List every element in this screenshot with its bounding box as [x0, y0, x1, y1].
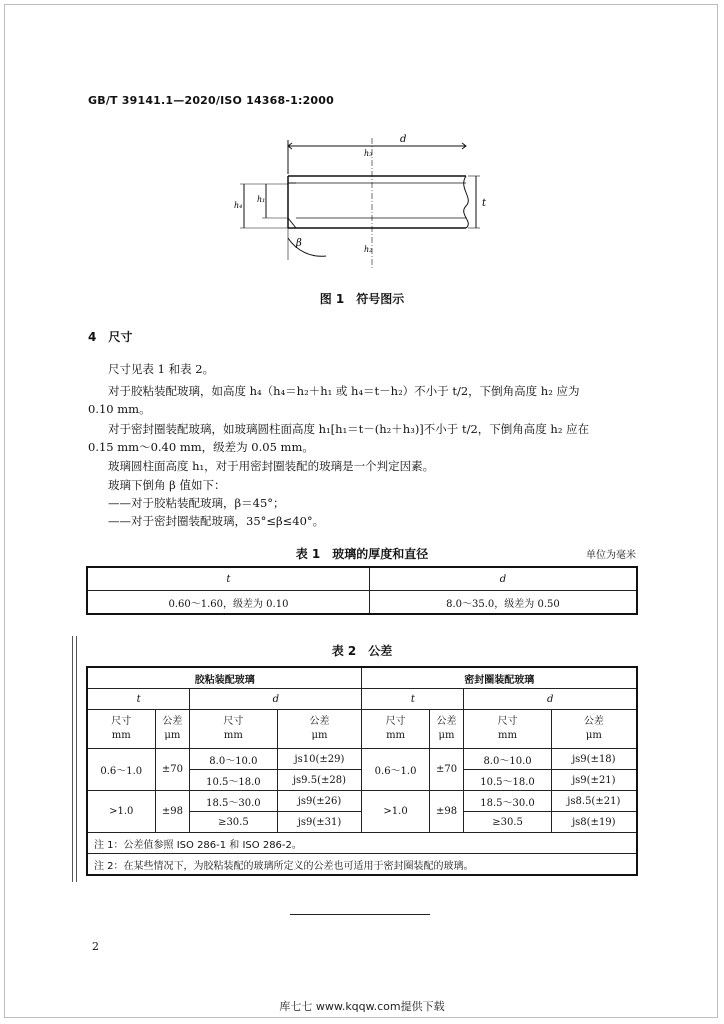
label-t: t — [482, 198, 487, 209]
revision-bar — [72, 636, 77, 882]
table-cell: 0.6～1.0 — [362, 749, 429, 791]
sub-header: t — [87, 689, 190, 710]
table-cell: js8(±19) — [551, 812, 637, 833]
unit-header: 公差 μm — [155, 710, 190, 749]
table2-title: 表 2 公差 — [331, 644, 393, 658]
table-cell: js9(±21) — [551, 770, 637, 791]
sub-header: d — [190, 689, 362, 710]
sub-header: t — [362, 689, 464, 710]
table-cell: ±70 — [155, 749, 190, 791]
table-cell: js10(±29) — [277, 749, 362, 770]
unit-header: 尺寸 mm — [87, 710, 155, 749]
unit-header: 公差 μm — [429, 710, 464, 749]
table-cell: ±70 — [429, 749, 464, 791]
download-footer[interactable]: 库七七 www.kqqw.com提供下载 — [279, 1000, 445, 1013]
label-h3: h₃ — [364, 149, 373, 158]
table-cell: >1.0 — [362, 791, 429, 833]
table-cell: js9.5(±28) — [277, 770, 362, 791]
table2 — [86, 666, 638, 876]
table-cell: js9(±26) — [277, 791, 362, 812]
figure-caption: 图 1 符号图示 — [319, 292, 405, 306]
table-row — [87, 567, 637, 591]
table-header: t — [87, 567, 369, 591]
group-header: 密封圈装配玻璃 — [362, 667, 637, 689]
paragraph: 对于胶粘装配玻璃，如高度 h₄（h₄＝h₂＋h₁ 或 h₄＝t－h₂）不小于 t/2，下倒角高度 h₂ 应为 — [108, 384, 580, 398]
paragraph: 玻璃下倒角 β 值如下： — [108, 478, 226, 492]
paragraph: 0.10 mm。 — [88, 402, 151, 416]
unit-header: 尺寸 mm — [362, 710, 429, 749]
table-cell: 18.5～30.0 — [464, 791, 551, 812]
table-cell: ≥30.5 — [464, 812, 551, 833]
label-beta: β — [296, 238, 302, 249]
paragraph: 玻璃圆柱面高度 h₁，对于用密封圈装配的玻璃是一个判定因素。 — [108, 459, 435, 473]
table-row — [87, 833, 637, 854]
table-note: 注 1：公差值参照 ISO 286-1 和 ISO 286-2。 — [87, 833, 637, 854]
table-cell: ±98 — [155, 791, 190, 833]
label-h1: h₁ — [257, 195, 266, 204]
table-cell: 10.5～18.0 — [190, 770, 277, 791]
table-row — [87, 689, 637, 710]
table-cell: js9(±18) — [551, 749, 637, 770]
table-cell: ±98 — [429, 791, 464, 833]
table-cell: 8.0～35.0，级差为 0.50 — [369, 591, 637, 615]
table-cell: ≥30.5 — [190, 812, 277, 833]
paragraph: 尺寸见表 1 和表 2。 — [108, 362, 215, 376]
table-row — [87, 667, 637, 689]
table1-unit: 单位为毫米 — [586, 550, 636, 561]
table-row — [87, 854, 637, 876]
table-row — [87, 710, 637, 749]
table-cell: >1.0 — [87, 791, 155, 833]
table-cell: 8.0～10.0 — [190, 749, 277, 770]
table1 — [86, 566, 638, 615]
paragraph: 对于密封圈装配玻璃，如玻璃圆柱面高度 h₁[h₁＝t－(h₂＋h₃)]不小于 t/2，下倒角高度 h₂ 应在 — [108, 422, 590, 436]
table-row — [87, 791, 637, 812]
page-number: 2 — [92, 940, 99, 953]
table-cell: 10.5～18.0 — [464, 770, 551, 791]
table-cell: 8.0～10.0 — [464, 749, 551, 770]
unit-header: 公差 μm — [551, 710, 637, 749]
label-h2: h₂ — [364, 245, 373, 254]
unit-header: 尺寸 mm — [190, 710, 277, 749]
table-header: d — [369, 567, 637, 591]
list-item: ——对于胶粘装配玻璃，β＝45°； — [108, 496, 285, 510]
table1-title: 表 1 玻璃的厚度和直径 — [295, 547, 429, 561]
table-row — [87, 591, 637, 615]
symbol-diagram — [230, 128, 500, 278]
sub-header: d — [464, 689, 637, 710]
table-cell: 0.60～1.60，级差为 0.10 — [87, 591, 369, 615]
table-cell: 0.6～1.0 — [87, 749, 155, 791]
table-row — [87, 749, 637, 770]
list-item: ——对于密封圈装配玻璃，35°≤β≤40°。 — [108, 514, 325, 528]
paragraph: 0.15 mm～0.40 mm，级差为 0.05 mm。 — [88, 440, 314, 454]
label-h4: h₄ — [234, 201, 243, 210]
unit-header: 尺寸 mm — [464, 710, 551, 749]
label-d: d — [400, 134, 407, 145]
section-heading: 4 尺寸 — [88, 330, 133, 344]
table-cell: js9(±31) — [277, 812, 362, 833]
standard-header: GB/T 39141.1—2020/ISO 14368-1:2000 — [88, 94, 334, 107]
table-note: 注 2：在某些情况下，为胶粘装配的玻璃所定义的公差也可适用于密封圈装配的玻璃。 — [87, 854, 637, 876]
group-header: 胶粘装配玻璃 — [87, 667, 362, 689]
table-cell: 18.5～30.0 — [190, 791, 277, 812]
table-cell: js8.5(±21) — [551, 791, 637, 812]
end-rule — [290, 914, 430, 915]
unit-header: 公差 μm — [277, 710, 362, 749]
